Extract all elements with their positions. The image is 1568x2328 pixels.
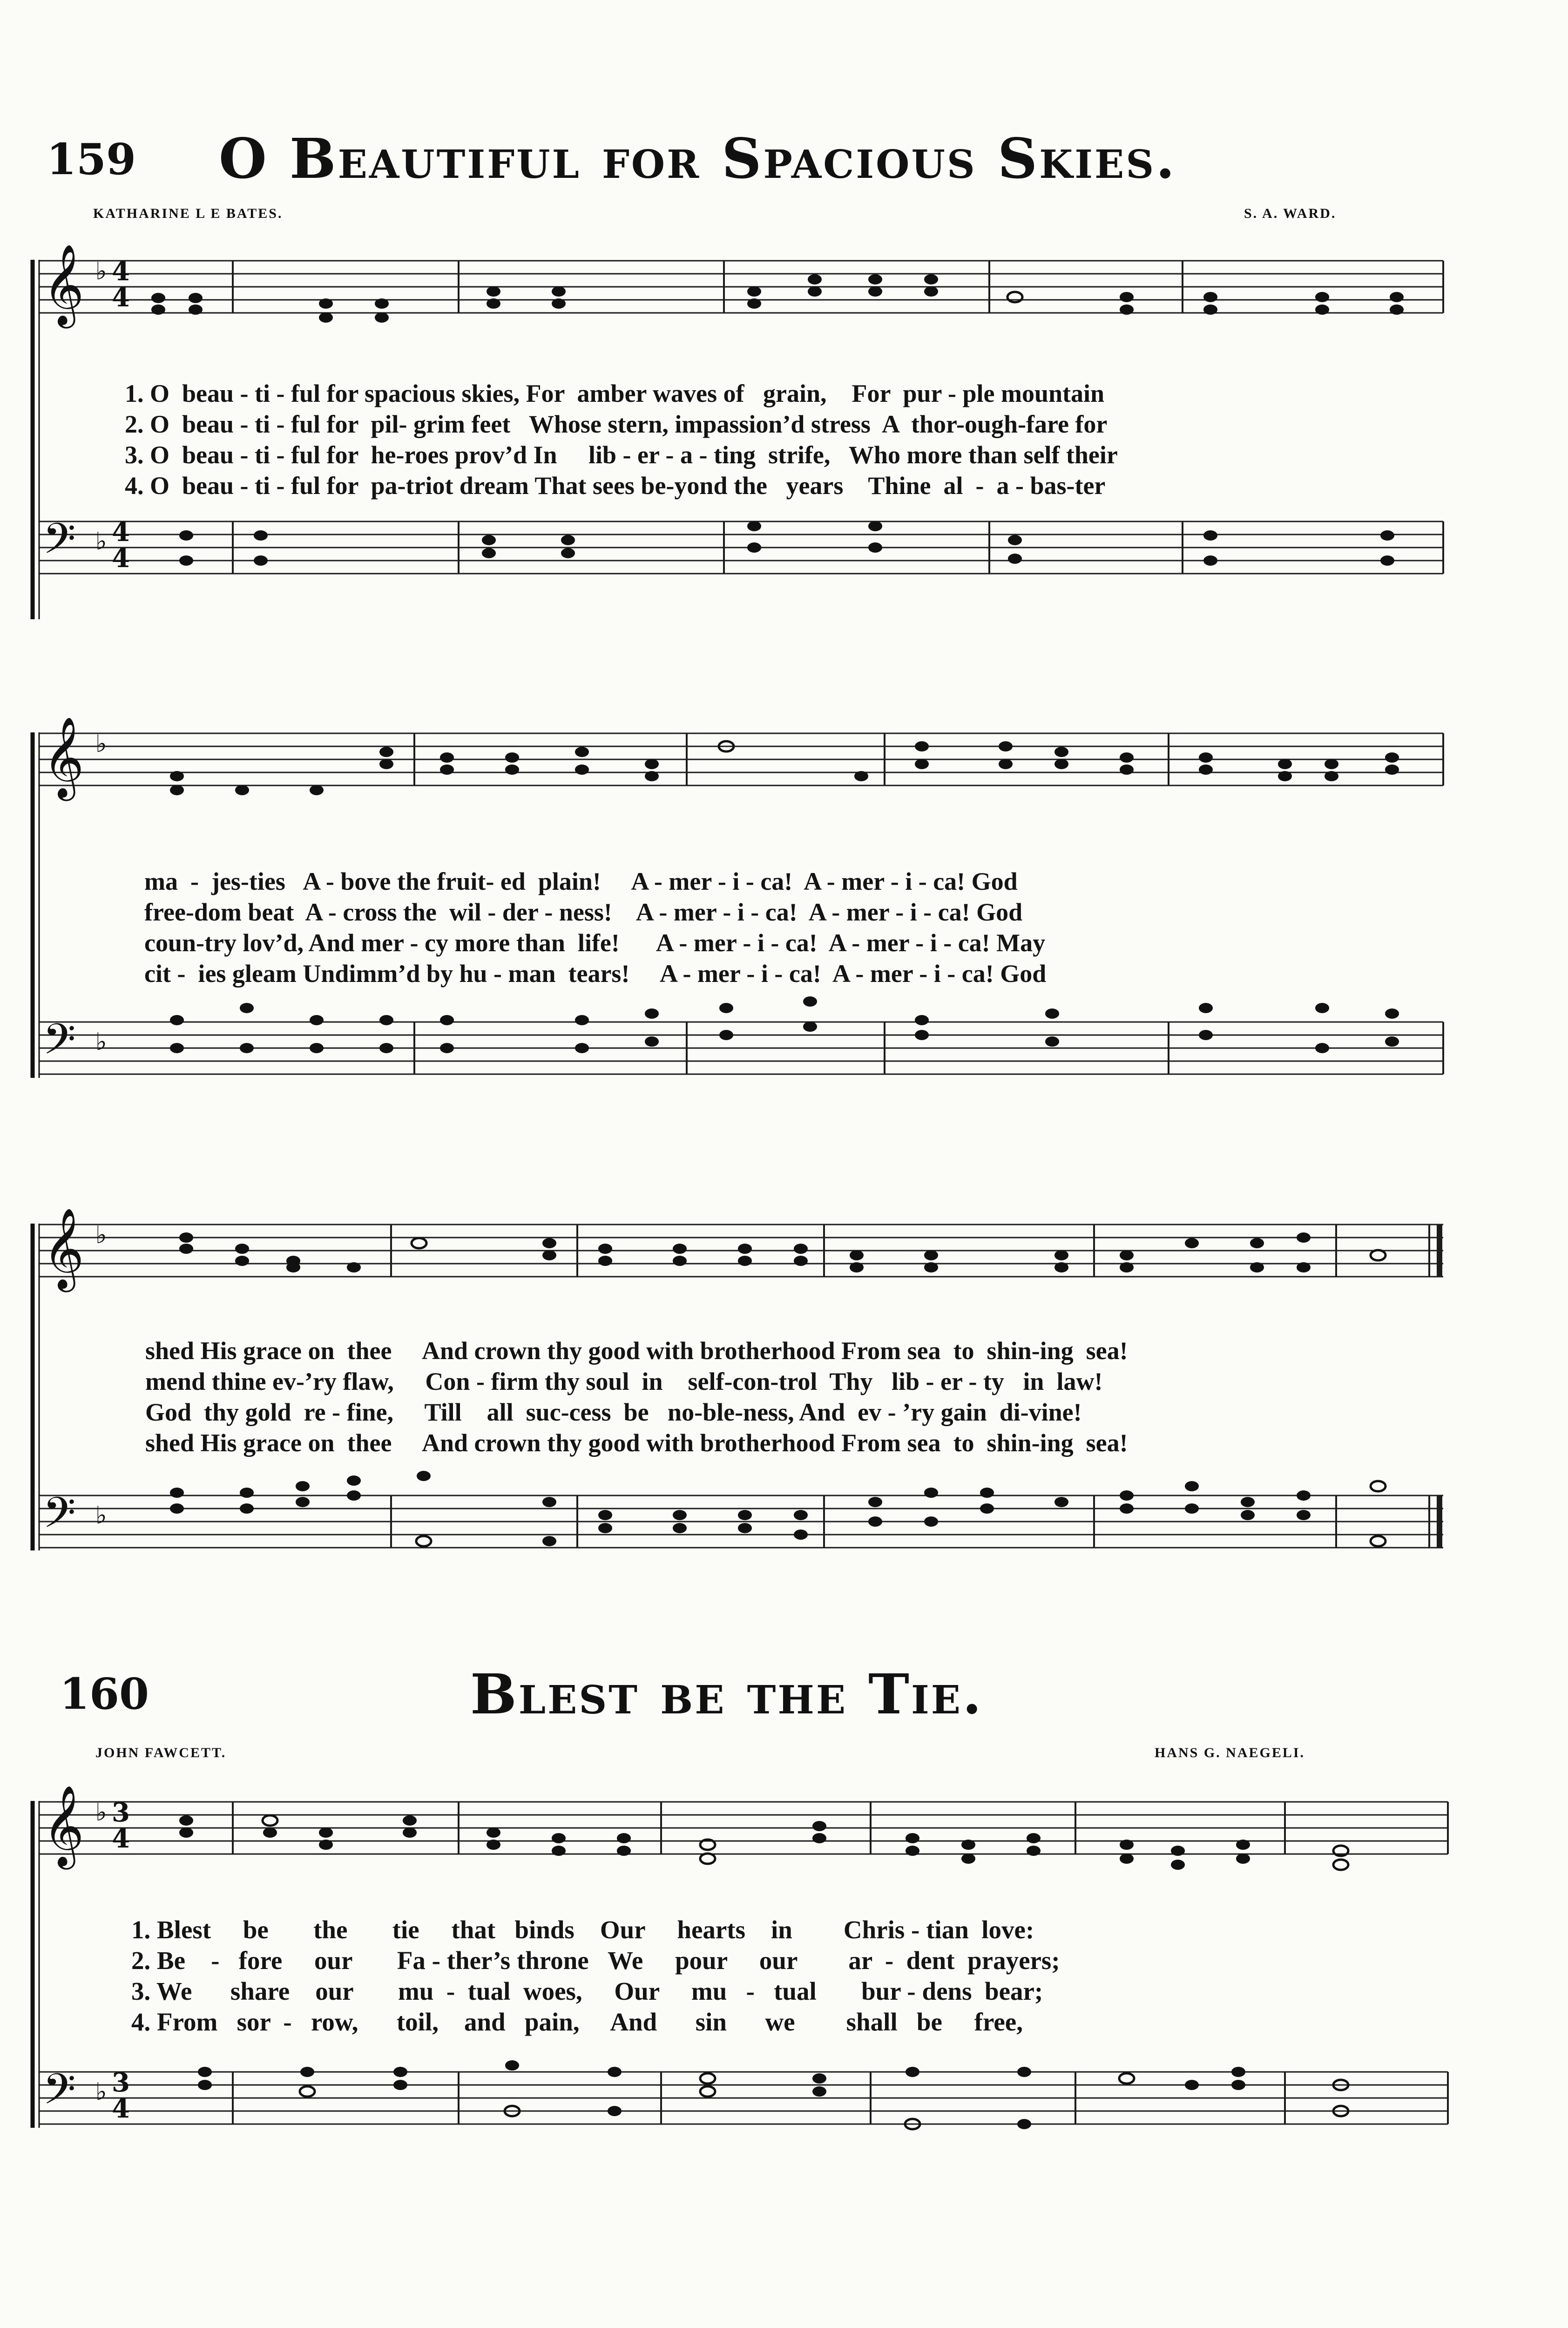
lyric-line: 2. O beau - ti - ful for pil- grim feet Whose stern, impassion’d stress A thor-ough-fare for	[125, 410, 1108, 438]
svg-text:4: 4	[112, 543, 130, 574]
svg-text:4: 4	[112, 2093, 130, 2124]
svg-text:𝄢: 𝄢	[43, 514, 76, 574]
clefs-and-meter	[43, 244, 130, 574]
system-brace	[33, 260, 39, 619]
lyric-line: 2. Be - fore our Fa - ther’s throne We pour our ar - dent prayers;	[131, 1946, 1060, 1975]
svg-text:♭: ♭	[95, 1502, 107, 1529]
lyric-line: mend thine ev-’ry flaw, Con - firm thy soul in self-con-trol Thy lib - er - ty in law!	[145, 1367, 1103, 1395]
clefs-and-meter	[43, 1785, 130, 2124]
hymn-number: 159	[47, 134, 136, 184]
svg-text:𝄢: 𝄢	[43, 1488, 76, 1548]
system-brace	[33, 1224, 39, 1550]
clefs-and-meter	[43, 717, 107, 1074]
lyricist-credit: JOHN FAWCETT.	[95, 1745, 227, 1760]
svg-text:𝄢: 𝄢	[43, 2064, 76, 2124]
lyric-line: 1. Blest be the tie that binds Our hearts in Chris - tian love:	[131, 1915, 1034, 1944]
bass-notes	[179, 521, 1394, 566]
system-brace	[33, 1801, 39, 2128]
treble-notes	[170, 741, 1399, 795]
svg-text:4: 4	[112, 517, 130, 548]
hymn-title: O Beautiful for Spacious Skies.	[219, 126, 1177, 191]
treble-notes	[179, 1815, 1348, 1870]
composer-credit: S. A. WARD.	[1244, 206, 1337, 221]
svg-text:𝄞: 𝄞	[43, 244, 84, 325]
composer-credit: HANS G. NAEGELI.	[1155, 1745, 1305, 1760]
svg-text:𝄞: 𝄞	[43, 717, 84, 798]
svg-text:♭: ♭	[95, 1221, 107, 1249]
svg-text:♭: ♭	[95, 528, 107, 555]
treble-staff	[39, 733, 1443, 785]
lyric-line: shed His grace on thee And crown thy good with brotherhood From sea to shin-ing sea!	[145, 1337, 1128, 1365]
svg-text:𝄞: 𝄞	[43, 1785, 84, 1866]
lyricist-credit: KATHARINE L E BATES.	[93, 206, 283, 221]
hymn-number: 160	[60, 1669, 149, 1719]
bass-staff	[39, 1496, 1443, 1548]
lyric-line: shed His grace on thee And crown thy good with brotherhood From sea to shin-ing sea!	[145, 1429, 1128, 1457]
hymn-title: Blest be the Tie.	[470, 1662, 984, 1726]
svg-text:♭: ♭	[95, 730, 107, 758]
svg-text:♭: ♭	[95, 257, 107, 285]
lyric-line: 1. O beau - ti - ful for spacious skies, For amber waves of grain, For pur - ple mountain	[125, 379, 1105, 407]
lyric-line: God thy gold re - fine, Till all suc-cess be no-ble-ness, And ev - ’ry gain di-vine!	[145, 1398, 1082, 1426]
bass-staff	[39, 521, 1443, 574]
svg-text:4: 4	[112, 1823, 130, 1854]
bass-notes	[170, 996, 1399, 1053]
lyric-line: free-dom beat A - cross the wil - der - ness! A - mer - i - ca! A - mer - i - ca! God	[144, 898, 1023, 926]
svg-text:3: 3	[112, 2067, 130, 2098]
svg-text:♭: ♭	[95, 1028, 107, 1056]
treble-notes	[179, 1232, 1386, 1272]
lyric-line: ma - jes-ties A - bove the fruit- ed plain! A - mer - i - ca! A - mer - i - ca! God	[144, 867, 1018, 895]
svg-text:𝄢: 𝄢	[43, 1015, 76, 1074]
svg-text:♭: ♭	[95, 1799, 107, 1827]
system-brace	[33, 732, 39, 1078]
svg-text:4: 4	[112, 256, 130, 287]
treble-staff	[39, 261, 1443, 313]
treble-notes	[151, 274, 1404, 323]
svg-text:3: 3	[112, 1797, 130, 1828]
clefs-and-meter	[43, 1208, 107, 1548]
lyric-line: 4. From sor - row, toil, and pain, And sin we shall be free,	[131, 2008, 1023, 2036]
bass-notes	[198, 2060, 1348, 2129]
lyric-line: 3. We share our mu - tual woes, Our mu - tual bur - dens bear;	[131, 1977, 1043, 2005]
lyric-line: coun-try lov’d, And mer - cy more than life! A - mer - i - ca! A - mer - i - ca! May	[144, 929, 1046, 957]
bass-staff	[39, 2072, 1448, 2124]
lyric-line: 3. O beau - ti - ful for he-roes prov’d In lib - er - a - ting strife, Who more than self their	[125, 441, 1118, 469]
svg-text:𝄞: 𝄞	[43, 1208, 84, 1289]
svg-text:♭: ♭	[95, 2078, 107, 2106]
svg-text:4: 4	[112, 282, 130, 313]
lyric-line: 4. O beau - ti - ful for pa-triot dream That sees be-yond the years Thine al - a - bas-ter	[125, 472, 1106, 500]
lyric-line: cit - ies gleam Undimm’d by hu - man tears! A - mer - i - ca! A - mer - i - ca! God	[144, 960, 1047, 988]
